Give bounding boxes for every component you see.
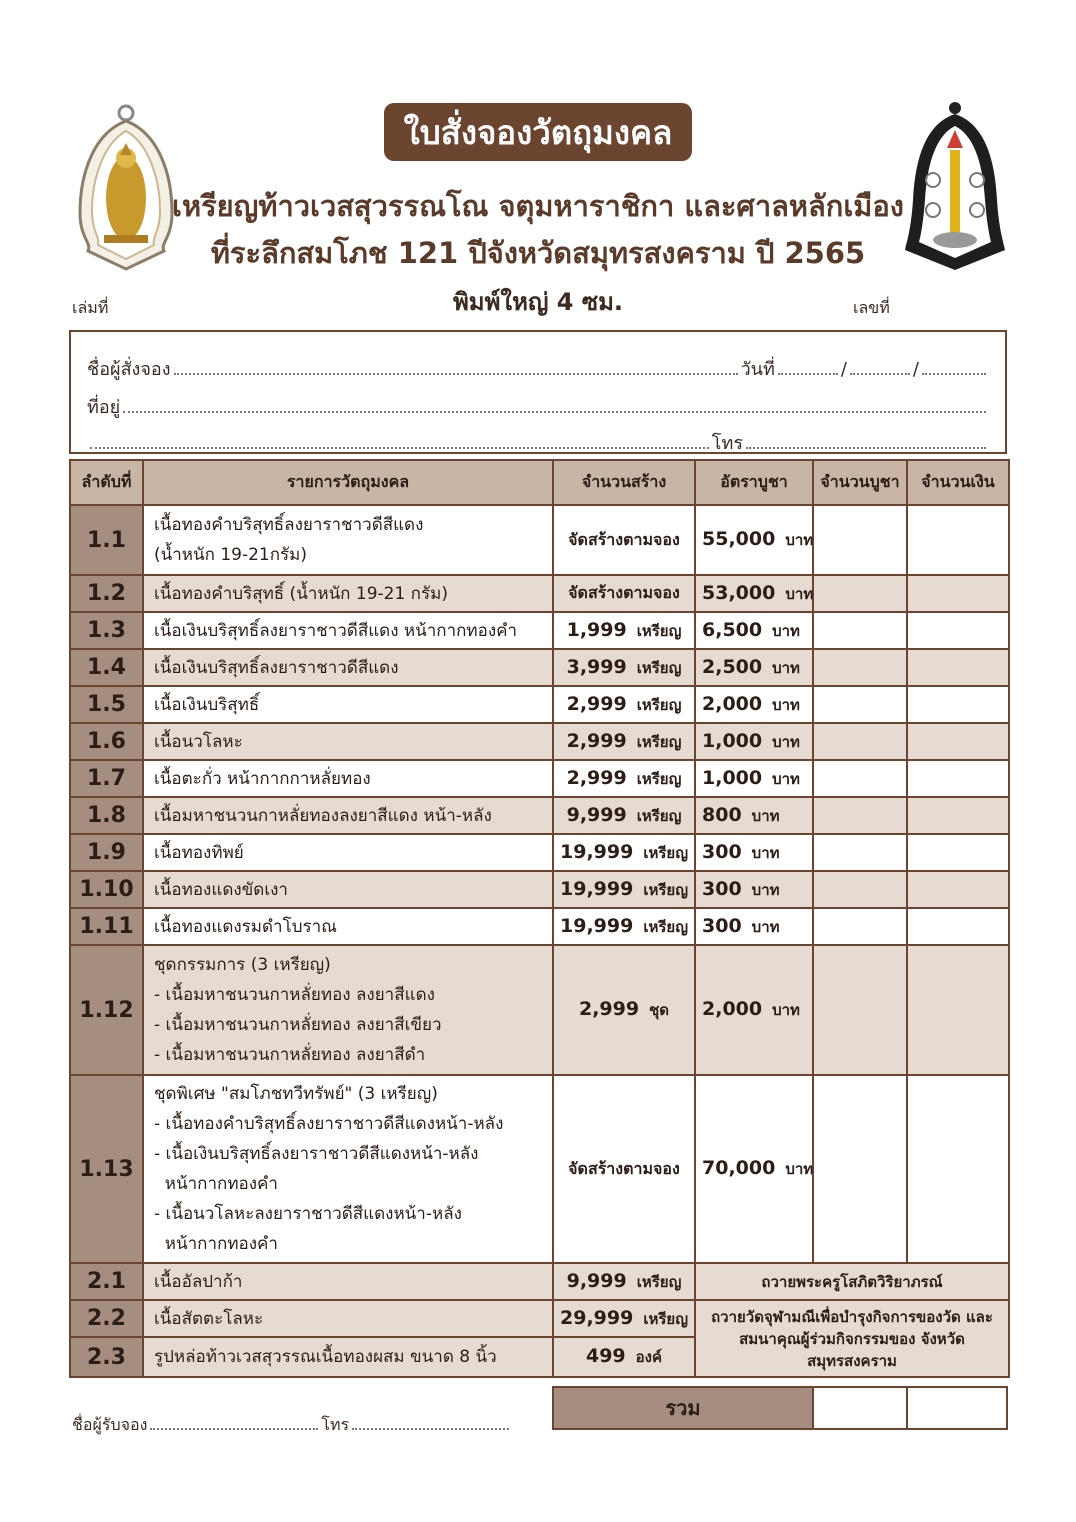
row-item-line: (น้ำหนัก 19-21กรัม) [154,545,307,565]
total-label-box: รวม [552,1386,814,1430]
qty-unit: เหรียญ [636,732,682,751]
row-item-line: ชุดกรรมการ (3 เหรียญ) [154,955,331,975]
price-unit: บาท [751,806,780,825]
row-number: 1.7 [70,760,143,797]
qty-value: 9,999 [566,1269,627,1292]
row-price [695,1075,813,1263]
qty-unit: เหรียญ [636,769,682,788]
header-number: ลำดับที่ [70,460,143,505]
table-row [70,1300,1009,1337]
row-item-line: เนื้อเงินบริสุทธิ์ [154,694,260,715]
row-amount-cell[interactable] [907,797,1009,834]
qty-value: 1,999 [566,618,627,641]
row-order-quantity-cell[interactable] [813,649,907,686]
price-value: 1,000 [702,766,763,789]
row-order-quantity-cell[interactable] [813,612,907,649]
name-field[interactable] [174,372,738,375]
qty-value: 2,999 [566,729,627,752]
header-item: รายการวัตถุมงคล [143,460,553,505]
row-price [695,871,813,908]
row-order-quantity-cell[interactable] [813,1075,907,1263]
book-number-label: เล่มที่ [72,298,109,317]
row-item-line: เนื้อมหาชนวนกาหลั่ยทองลงยาสีแดง หน้า-หลัง [154,805,492,826]
row-order-quantity-cell[interactable] [813,723,907,760]
row-number: 1.12 [70,945,143,1075]
row-price [695,575,813,612]
price-value: 2,000 [702,692,763,715]
note-offering-1: ถวายพระครูโสภิตวิริยาภรณ์ [695,1263,1009,1300]
title-banner: ใบสั่งจองวัตถุมงคล [384,103,692,161]
row-item [143,871,553,908]
price-unit: บาท [772,1001,800,1019]
subtitle-line-1: เหรียญท้าวเวสสุวรรณโณ จตุมหาราชิกา และศาลหลักเมือง [172,189,904,223]
row-number: 1.2 [70,575,143,612]
price-value: 300 [702,914,742,937]
row-price [695,505,813,575]
price-value: 1,000 [702,729,763,752]
price-unit: บาท [772,695,800,714]
table-header-row [70,460,1009,505]
header-quantity-made: จำนวนสร้าง [553,460,695,505]
row-order-quantity-cell[interactable] [813,834,907,871]
qty-value: 19,999 [560,914,634,937]
row-item-line: เนื้อทองแดงขัดเงา [154,879,288,900]
qty-unit: เหรียญ [636,658,682,677]
row-price [695,686,813,723]
row-item-line: หน้ากากทองคำ [154,1174,278,1194]
row-item: เนื้ออัลปาก้า [143,1263,553,1300]
row-item-line: เนื้อนวโลหะ [154,731,243,752]
row-price [695,723,813,760]
note-offering-2: ถวายวัดจุฬามณีเพื่อบำรุงกิจการของวัด และสมนาคุณผู้ร่วมกิจกรรมของ จังหวัดสมุทรสงคราม [695,1300,1009,1377]
table-row [70,1263,1009,1300]
row-item-line: ชุดพิเศษ "สมโภชทวีทรัพย์" (3 เหรียญ) [154,1084,438,1104]
row-quantity-made [553,686,695,723]
row-price [695,649,813,686]
orderer-info-box [69,330,1007,454]
row-item [143,505,553,575]
row-quantity-made [553,723,695,760]
row-quantity-made [553,908,695,945]
qty-value: จัดสร้างตามจอง [568,583,680,602]
row-item: รูปหล่อท้าวเวสสุวรรณเนื้อทองผสม ขนาด 8 นิ้ว [143,1337,553,1377]
row-number: 2.1 [70,1263,143,1300]
row-amount-cell[interactable] [907,945,1009,1075]
row-item-line: เนื้อตะกั่ว หน้ากากกาหลั่ยทอง [154,768,371,789]
qty-unit: ชุด [649,1001,670,1019]
row-quantity-made [553,797,695,834]
price-value: 800 [702,803,742,826]
qty-unit: เหรียญ [636,695,682,714]
row-amount-cell[interactable] [907,505,1009,575]
qty-unit: เหรียญ [643,843,688,862]
row-item: เนื้อสัตตะโลหะ [143,1300,553,1337]
table-row [70,908,1009,945]
price-unit: บาท [772,658,800,677]
row-number: 1.13 [70,1075,143,1263]
table-row [70,686,1009,723]
row-quantity-made [553,760,695,797]
row-order-quantity-cell[interactable] [813,797,907,834]
price-value: 6,500 [702,618,763,641]
table-row [70,797,1009,834]
price-value: 53,000 [702,581,776,604]
price-unit: บาท [785,531,814,549]
row-price [695,612,813,649]
phone-label: โทร [711,433,743,454]
row-order-quantity-cell[interactable] [813,575,907,612]
row-order-quantity-cell[interactable] [813,945,907,1075]
price-unit: บาท [785,584,814,603]
price-value: 300 [702,877,742,900]
row-amount-cell[interactable] [907,834,1009,871]
row-item-line: - เนื้อมหาชนวนกาหลั่ยทอง ลงยาสีแดง [154,985,435,1005]
row-amount-cell[interactable] [907,649,1009,686]
row-quantity-made [553,871,695,908]
row-quantity-made [553,649,695,686]
row-item [143,908,553,945]
date-year-field[interactable] [922,372,986,375]
row-amount-cell[interactable] [907,686,1009,723]
price-unit: บาท [785,1160,814,1178]
qty-unit: เหรียญ [643,917,688,936]
row-price [695,945,813,1075]
row-quantity-made [553,945,695,1075]
row-number: 1.6 [70,723,143,760]
row-quantity-made [553,1337,695,1377]
serial-number-label: เลขที่ [853,298,890,317]
row-item [143,834,553,871]
row-item-line: เนื้อทองทิพย์ [154,842,244,863]
phone-field[interactable] [746,446,986,449]
row-amount-cell[interactable] [907,575,1009,612]
row-quantity-made [553,505,695,575]
receiver-phone-label: โทร [321,1415,350,1434]
row-quantity-made [553,1300,695,1337]
date-month-field[interactable] [850,372,910,375]
row-item-line: เนื้อทองคำบริสุทธิ์ (น้ำหนัก 19-21 กรัม) [154,583,448,604]
row-item [143,760,553,797]
date-separator-1: / [840,359,847,380]
price-unit: บาท [751,917,780,936]
price-unit: บาท [772,621,800,640]
qty-value: 19,999 [560,877,634,900]
row-order-quantity-cell[interactable] [813,760,907,797]
address-label: ที่อยู่ [87,397,121,418]
row-item-line: หน้ากากทองคำ [154,1234,278,1254]
table-row [70,1075,1009,1263]
qty-value: 2,999 [578,998,640,1020]
row-order-quantity-cell[interactable] [813,871,907,908]
row-item [143,723,553,760]
qty-value: จัดสร้างตามจอง [568,1158,680,1178]
row-item [143,575,553,612]
name-label: ชื่อผู้สั่งจอง [87,359,171,380]
price-value: 2,500 [702,655,763,678]
row-item-line: - เนื้อเงินบริสุทธิ์ลงยาราชาวดีสีแดงหน้า-หลัง [154,1144,479,1164]
price-unit: บาท [772,769,800,788]
qty-unit: เหรียญ [636,1272,682,1291]
table-row [70,871,1009,908]
row-item [143,1075,553,1263]
header-order-quantity: จำนวนบูชา [813,460,907,505]
row-item-line: - เนื้อนวโลหะลงยาราชาวดีสีแดงหน้า-หลัง [154,1204,462,1224]
price-unit: บาท [751,880,780,899]
row-item [143,797,553,834]
qty-unit: เหรียญ [643,880,688,899]
price-unit: บาท [751,843,780,862]
row-number: 1.5 [70,686,143,723]
qty-value: 29,999 [560,1306,634,1329]
row-item-line: - เนื้อมหาชนวนกาหลั่ยทอง ลงยาสีดำ [154,1045,426,1065]
row-number: 1.9 [70,834,143,871]
receiver-line[interactable] [72,1413,512,1438]
row-item [143,945,553,1075]
row-number: 1.10 [70,871,143,908]
row-quantity-made [553,612,695,649]
row-number: 1.8 [70,797,143,834]
row-item-line: เนื้อทองแดงรมดำโบราณ [154,916,337,937]
row-order-quantity-cell[interactable] [813,908,907,945]
qty-value: 2,999 [566,692,627,715]
table-row [70,649,1009,686]
price-value: 300 [702,840,742,863]
qty-unit: เหรียญ [643,1309,688,1328]
row-quantity-made [553,1075,695,1263]
date-label: วันที่ [740,359,775,380]
row-amount-cell[interactable] [907,612,1009,649]
row-item-line: - เนื้อมหาชนวนกาหลั่ยทอง ลงยาสีเขียว [154,1015,442,1035]
address-field-2[interactable] [90,446,709,449]
row-quantity-made [553,575,695,612]
row-number: 1.11 [70,908,143,945]
row-item-line: เนื้อเงินบริสุทธิ์ลงยาราชาวดีสีแดง [154,657,399,678]
row-number: 1.1 [70,505,143,575]
row-price [695,760,813,797]
subtitle-line-3: พิมพ์ใหญ่ 4 ซม. [452,288,624,316]
total-quantity-box[interactable] [812,1386,908,1430]
row-number: 1.3 [70,612,143,649]
row-amount-cell[interactable] [907,760,1009,797]
row-item [143,612,553,649]
receiver-label: ชื่อผู้รับจอง [72,1415,148,1434]
name-line[interactable] [87,354,989,383]
row-price [695,797,813,834]
row-price [695,834,813,871]
qty-value: 19,999 [560,840,634,863]
date-separator-2: / [912,359,919,380]
qty-value: 9,999 [566,803,627,826]
row-item-line: เนื้อทองคำบริสุทธิ์ลงยาราชาวดีสีแดง [154,515,424,535]
row-number: 2.3 [70,1337,143,1377]
qty-unit: องค์ [635,1348,663,1366]
table-row [70,505,1009,575]
row-amount-cell[interactable] [907,871,1009,908]
qty-value: 3,999 [566,655,627,678]
receiver-name-field[interactable] [150,1428,318,1430]
price-value: 2,000 [702,998,763,1020]
address-field[interactable] [123,410,986,413]
subtitle-line-2: ที่ระลึกสมโภช 121 ปีจังหวัดสมุทรสงคราม ปี 2565 [210,236,866,270]
row-item [143,649,553,686]
row-price [695,908,813,945]
row-number: 2.2 [70,1300,143,1337]
address-line[interactable] [87,392,989,421]
table-row [70,723,1009,760]
price-value: 70,000 [702,1157,776,1179]
price-value: 55,000 [702,528,776,550]
row-item-line: - เนื้อทองคำบริสุทธิ์ลงยาราชาวดีสีแดงหน้า-หลัง [154,1114,504,1134]
row-item-line: เนื้อเงินบริสุทธิ์ลงยาราชาวดีสีแดง หน้ากากทองคำ [154,620,518,641]
row-number: 1.4 [70,649,143,686]
price-unit: บาท [772,732,800,751]
table-row [70,612,1009,649]
qty-value: 499 [585,1345,626,1367]
qty-value: จัดสร้างตามจอง [568,529,680,549]
row-order-quantity-cell[interactable] [813,505,907,575]
row-quantity-made [553,834,695,871]
header-amount: จำนวนเงิน [907,460,1009,505]
table-row [70,834,1009,871]
qty-value: 2,999 [566,766,627,789]
receiver-phone-field[interactable] [352,1428,509,1430]
address-phone-line[interactable] [87,428,989,457]
row-item [143,686,553,723]
qty-unit: เหรียญ [636,806,682,825]
row-amount-cell[interactable] [907,908,1009,945]
total-amount-box[interactable] [906,1386,1008,1430]
table-row [70,575,1009,612]
qty-unit: เหรียญ [636,621,682,640]
header-price: อัตราบูชา [695,460,813,505]
row-quantity-made [553,1263,695,1300]
row-amount-cell[interactable] [907,723,1009,760]
table-row [70,760,1009,797]
order-table [69,459,1010,1378]
row-amount-cell[interactable] [907,1075,1009,1263]
table-row [70,945,1009,1075]
row-order-quantity-cell[interactable] [813,686,907,723]
date-day-field[interactable] [778,372,838,375]
